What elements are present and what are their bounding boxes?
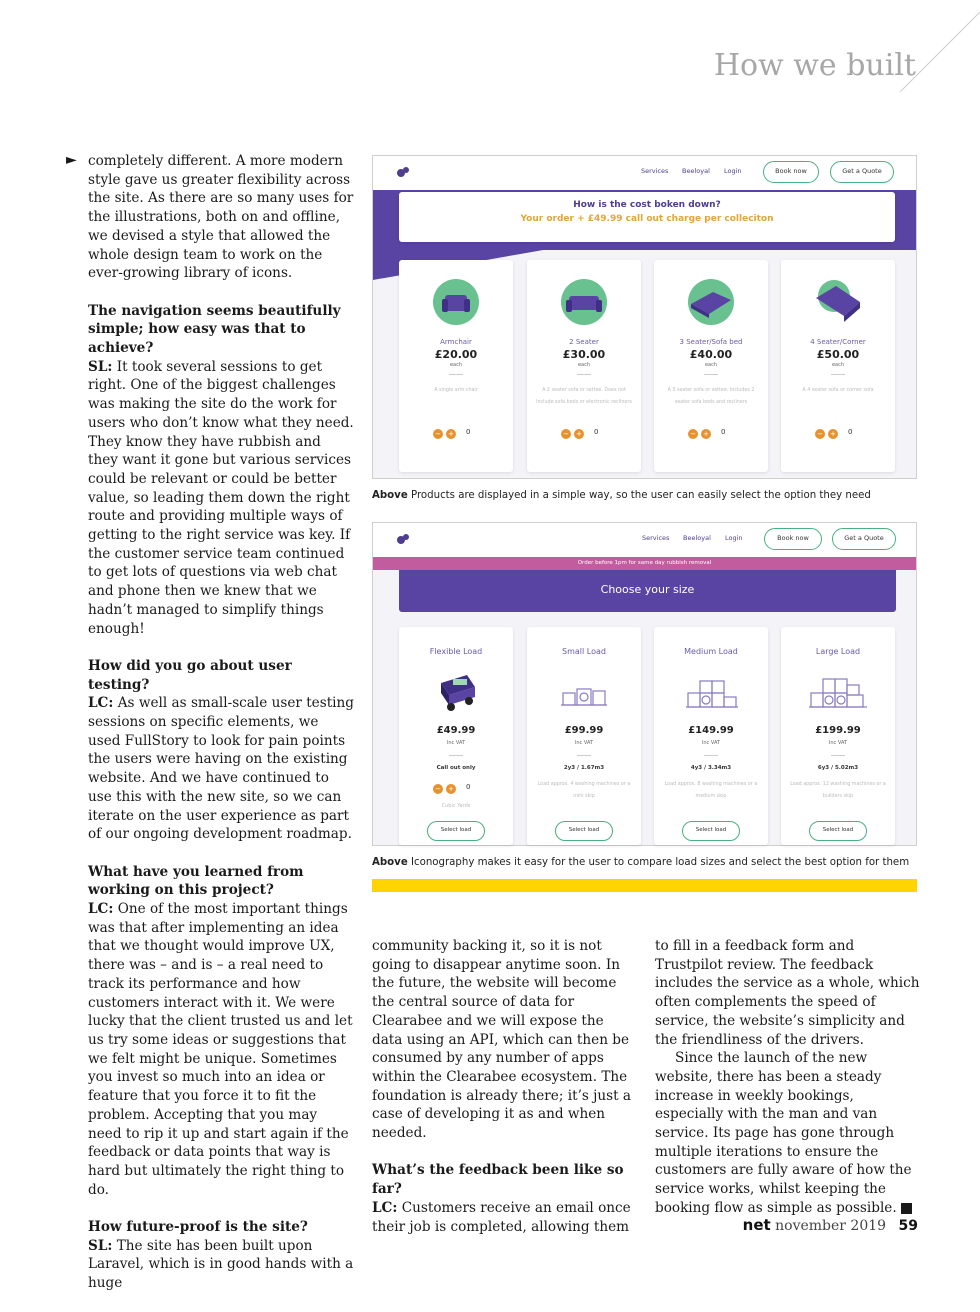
load-vat: Inc VAT: [828, 740, 848, 746]
get-quote-button[interactable]: Get a Quote: [832, 528, 896, 550]
minus-icon[interactable]: −: [688, 429, 698, 439]
load-card[interactable]: [399, 627, 513, 845]
quantity-stepper[interactable]: [433, 428, 483, 440]
nav-services[interactable]: Services: [641, 167, 669, 175]
question: The navigation seems beautifully simple; how easy was that to achieve?: [88, 302, 341, 357]
load-price: £49.99: [436, 725, 476, 736]
load-desc: Load approx. 8 washing machines or a medium skip: [664, 782, 758, 799]
answer: One of the most important things was that after implementing an idea that we thought would improve UX, there was – and is – a real need to track its performance and how customers interact with it. We were lucky that the client trusted us and let us try some ideas or suggestions that we felt might be unique. Sometimes you invest so much into an idea or feature that you force it to fit the problem. Accepting that you may need to rip it up and start again if the feedback or data points that way is hard but ultimately the right thing to do.: [88, 901, 353, 1198]
divider: [577, 374, 591, 375]
speaker: SL:: [88, 358, 113, 375]
divider: [577, 755, 591, 756]
minus-icon[interactable]: −: [815, 429, 825, 439]
large-load-icon: [805, 671, 871, 715]
armchair-icon: [432, 278, 480, 326]
magazine-brand: net: [742, 1216, 771, 1234]
product-name: 3 Seater/Sofa bed: [679, 338, 743, 346]
nav-beeloyal[interactable]: Beeloyal: [683, 534, 711, 542]
question: How future-proof is the site?: [88, 1219, 308, 1236]
product-card[interactable]: [654, 260, 768, 472]
product-unit: each: [577, 362, 591, 368]
truck-icon: [423, 671, 489, 715]
product-name: 2 Seater: [569, 338, 599, 346]
product-desc: A 3 seater sofa or settee. Includes 2 seater sofa beds and recliners: [667, 388, 755, 405]
caption-text: Iconography makes it easy for the user to compare load sizes and select the best option for them: [410, 857, 910, 868]
divider: [704, 374, 718, 375]
product-price: £40.00: [689, 348, 733, 361]
minus-icon[interactable]: −: [433, 784, 443, 794]
site-nav: [373, 523, 916, 557]
caption: [372, 490, 917, 501]
yellow-divider: [372, 879, 917, 892]
product-desc: A single arm chair: [434, 388, 478, 393]
caption-label: Above: [372, 490, 408, 501]
plus-icon[interactable]: +: [446, 784, 456, 794]
answer: Customers receive an email once their job is completed, allowing them: [372, 1199, 631, 1235]
load-card[interactable]: [654, 627, 768, 845]
right-column: [655, 937, 927, 1218]
load-card[interactable]: [781, 627, 895, 845]
load-name: Large Load: [815, 647, 861, 656]
load-vat: Inc VAT: [701, 740, 721, 746]
quantity-value: 0: [594, 428, 599, 436]
end-mark-icon: N: [901, 1203, 912, 1214]
quantity-value: 0: [466, 428, 471, 436]
left-column: [88, 152, 354, 1312]
cost-info-card: [399, 192, 895, 242]
speaker: LC:: [88, 901, 114, 918]
qa-block: [88, 657, 354, 844]
book-now-button[interactable]: Book now: [763, 161, 819, 183]
product-price: £50.00: [816, 348, 860, 361]
qa-block: [88, 1218, 354, 1293]
select-load-button[interactable]: Select load: [809, 821, 867, 841]
quantity-value: 0: [721, 428, 726, 436]
sofa-bed-icon: [687, 278, 735, 326]
quantity-stepper[interactable]: [815, 428, 865, 440]
nav-beeloyal[interactable]: Beeloyal: [682, 167, 710, 175]
caption: [372, 857, 917, 868]
plus-icon[interactable]: +: [574, 429, 584, 439]
screenshot-pricing: [372, 155, 917, 479]
plus-icon[interactable]: +: [701, 429, 711, 439]
select-load-button[interactable]: Select load: [427, 821, 485, 841]
load-card[interactable]: [527, 627, 641, 845]
load-desc: Load approx. 4 washing machines or a mini skip: [537, 782, 631, 799]
load-volume: 2y3 / 1.67m3: [563, 765, 605, 771]
product-unit: each: [449, 362, 463, 368]
paragraph: [655, 1049, 927, 1217]
question: What have you learned from working on this project?: [88, 863, 304, 899]
product-card[interactable]: [781, 260, 895, 472]
select-load-button[interactable]: Select load: [682, 821, 740, 841]
load-price: £149.99: [688, 725, 734, 736]
product-name: Armchair: [440, 338, 472, 346]
quantity-stepper[interactable]: [561, 428, 611, 440]
quantity-stepper[interactable]: [433, 783, 483, 795]
divider: [449, 374, 463, 375]
page-footer: [743, 1216, 918, 1234]
divider: [831, 374, 845, 375]
minus-icon[interactable]: −: [561, 429, 571, 439]
continuation-arrow-icon: ►: [66, 152, 77, 168]
caption-text: Products are displayed in a simple way, so the user can easily select the option they need: [410, 490, 871, 501]
screenshot-load-sizes: [372, 522, 917, 846]
paragraph: to fill in a feedback form and Trustpilot review. The feedback includes the service as a whole, which often complements the speed of service, the website’s simplicity and the friendliness of the drivers.: [655, 938, 920, 1048]
section-title: How we built: [713, 48, 916, 83]
select-load-button[interactable]: Select load: [555, 821, 613, 841]
product-price: £30.00: [562, 348, 606, 361]
load-name: Small Load: [562, 647, 606, 656]
site-nav: [373, 156, 916, 190]
load-name: Medium Load: [684, 647, 738, 656]
product-name: 4 Seater/Corner: [810, 338, 866, 346]
nav-services[interactable]: Services: [642, 534, 670, 542]
product-card[interactable]: [527, 260, 641, 472]
medium-load-icon: [678, 671, 744, 715]
answer: It took several sessions to get right. One of the biggest challenges was making the site do the work for users who don’t know what they need. They know they have rubbish and they want it gone but various services could be relevant or could be better value, so leading them down the right route and providing multiple ways of getting to the right service was key. If the customer service team continued to get lots of questions via web chat and phone then we knew that we hadn’t managed to simplify things enough!: [88, 358, 354, 637]
load-name: Flexible Load: [429, 647, 483, 656]
paragraph-text: Since the launch of the new website, there has been a steady increase in weekly bookings, especially with the man and van service. Its page has gone through multiple iterations to ensure the customers are fully aware of how the service works, whilst keeping the booking flow as simple as possible.: [655, 1050, 912, 1216]
load-desc: Load approx. 12 washing machines or a builders skip: [790, 782, 886, 799]
load-vat: Inc VAT: [446, 740, 466, 746]
load-price: £199.99: [815, 725, 861, 736]
speaker: LC:: [88, 695, 114, 712]
paragraph: community backing it, so it is not going to disappear anytime soon. In the future, the website will become the central source of data for Clearabee and we will expose the data using an API, which can then be consumed by any number of apps within the Clearabee ecosystem. The foundation is already there; it’s just a case of developing it as and when needed.: [372, 938, 632, 1142]
promo-banner: Order before 1pm for same day rubbish removal: [373, 557, 916, 570]
product-desc: A 2 seater sofa or settee. Does not include sofa beds or electronic recliners: [536, 388, 632, 405]
cost-subheading: Your order + £49.99 call out charge per colleciton: [520, 214, 774, 224]
plus-icon[interactable]: +: [446, 429, 456, 439]
small-load-icon: [551, 671, 617, 715]
nav-login[interactable]: Login: [725, 534, 743, 542]
bee-logo-icon[interactable]: [395, 164, 411, 180]
qa-block: [372, 1161, 638, 1236]
corner-sofa-icon: [814, 278, 862, 326]
qa-block: [88, 302, 354, 639]
middle-column: [372, 937, 638, 1255]
speaker: LC:: [372, 1199, 398, 1216]
product-desc: A 4 seater sofa or corner sofa: [802, 388, 874, 393]
two-seater-sofa-icon: [560, 278, 608, 326]
quantity-stepper[interactable]: [688, 428, 738, 440]
divider: [449, 755, 463, 756]
product-unit: each: [704, 362, 718, 368]
choose-size-heading: Choose your size: [399, 570, 896, 612]
product-price: £20.00: [434, 348, 478, 361]
qa-block: [88, 863, 354, 1200]
unit-label: Cubic Yards: [441, 803, 471, 809]
answer: The site has been built upon Laravel, which is in good hands with a huge: [88, 1237, 354, 1292]
cost-heading: How is the cost boken down?: [573, 200, 721, 210]
quantity-value: 0: [466, 783, 471, 791]
bee-logo-icon[interactable]: [395, 531, 411, 547]
plus-icon[interactable]: +: [828, 429, 838, 439]
question: What’s the feedback been like so far?: [372, 1162, 624, 1198]
book-now-button[interactable]: Book now: [764, 528, 822, 550]
product-card[interactable]: [399, 260, 513, 472]
divider: [831, 755, 845, 756]
load-price: £99.99: [564, 725, 604, 736]
minus-icon[interactable]: −: [433, 429, 443, 439]
nav-login[interactable]: Login: [724, 167, 742, 175]
get-quote-button[interactable]: Get a Quote: [830, 161, 894, 183]
load-vat: Inc VAT: [574, 740, 594, 746]
answer: As well as small-scale user testing sessions on specific elements, we used FullStory to look for pain points the users were having on the existing website. And we have continued to use this with the new site, so we can iterate on the user experience as part of our ongoing development roadmap.: [88, 695, 354, 843]
quantity-value: 0: [848, 428, 853, 436]
issue-date: november 2019: [775, 1218, 887, 1234]
product-unit: each: [831, 362, 845, 368]
corner-decoration: [880, 0, 980, 100]
divider: [704, 755, 718, 756]
speaker: SL:: [88, 1237, 113, 1254]
paragraph: completely different. A more modern style gave us greater flexibility across the site. As there are so many uses for the illustrations, both on and offline, we devised a style that allowed the whole design team to work on the ever-growing library of icons.: [88, 153, 354, 282]
page-number: 59: [898, 1218, 918, 1234]
load-volume: 4y3 / 3.34m3: [690, 765, 732, 771]
load-volume: 6y3 / 5.02m3: [817, 765, 859, 771]
load-volume: Call out only: [436, 765, 476, 771]
question: How did you go about user testing?: [88, 657, 292, 693]
caption-label: Above: [372, 857, 408, 868]
